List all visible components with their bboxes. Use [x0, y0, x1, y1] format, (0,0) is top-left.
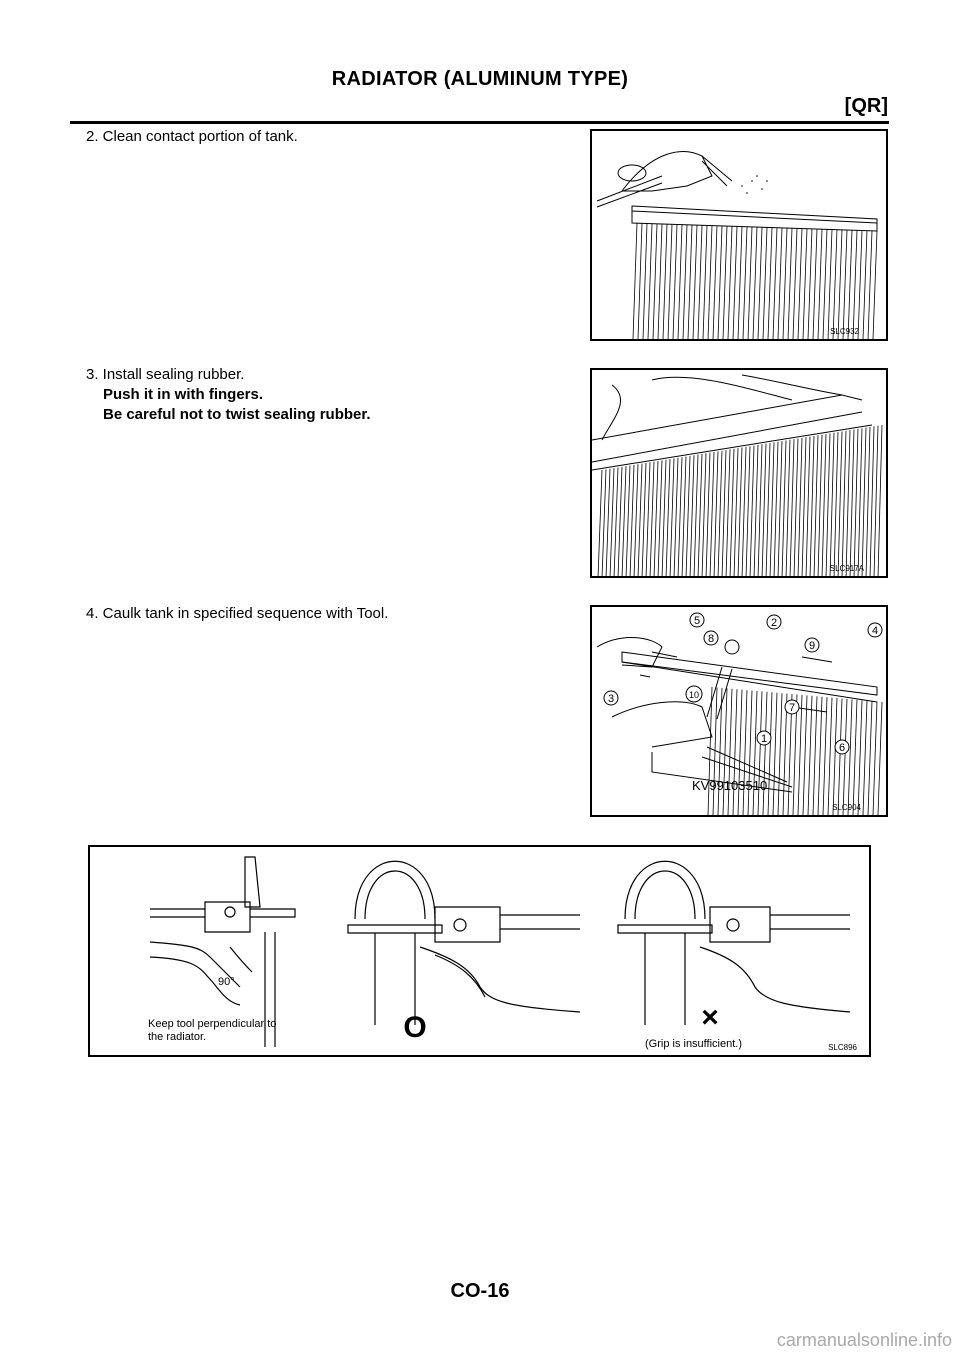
radiator-fin [702, 453, 706, 578]
radiator-fin [873, 231, 877, 339]
radiator-fin [858, 231, 862, 340]
radiator-fin [762, 444, 766, 578]
step-2-text: 2. Clean contact portion of tank. [86, 128, 298, 145]
radiator-fin [798, 229, 802, 340]
figure-code: SLC904 [832, 803, 861, 812]
radiator-fin [723, 226, 727, 339]
radiator-fin [698, 454, 702, 578]
radiator-fin [870, 426, 874, 578]
radiator-fin [833, 230, 837, 339]
radiator-fin [663, 224, 667, 339]
radiator-fin [813, 696, 817, 815]
radiator-fin [868, 701, 872, 815]
callout-label: 7 [788, 702, 796, 714]
callout-label: 8 [707, 633, 715, 645]
radiator-fin [734, 448, 738, 578]
radiator-fin [654, 461, 658, 578]
figure-code: SLC932 [830, 327, 859, 336]
radiator-fin [713, 226, 717, 339]
radiator-fin [874, 426, 878, 578]
radiator-fin [793, 228, 797, 339]
radiator-fin [606, 469, 610, 578]
radiator-fin [642, 463, 646, 578]
radiator-fin [828, 230, 832, 340]
radiator-fin [802, 437, 806, 578]
step-3 [86, 365, 371, 425]
radiator-fin [863, 231, 867, 339]
header-rule [70, 121, 889, 124]
radiator-fin [738, 690, 742, 815]
radiator-fin [818, 697, 822, 815]
radiator-fin [818, 229, 822, 339]
radiator-fin [648, 224, 652, 340]
radiator-fin [826, 433, 830, 578]
radiator-fin [773, 228, 777, 339]
radiator-fin [803, 229, 807, 339]
note-incorrect: (Grip is insufficient.) [645, 1038, 742, 1050]
page-number: CO-16 [450, 1280, 510, 1302]
radiator-fin [760, 692, 768, 815]
radiator-fin [610, 468, 614, 578]
radiator-fin [754, 445, 758, 578]
radiator-fin [602, 469, 606, 578]
radiator-fin [694, 455, 698, 578]
radiator-fin [790, 439, 794, 578]
radiator-fin [834, 432, 838, 578]
radiator-fin [848, 230, 852, 339]
radiator-fin [808, 696, 812, 815]
radiator-fin [710, 452, 714, 578]
callout-1 [757, 731, 771, 745]
callout-label: 2 [770, 617, 778, 629]
step-3-note-1: Push it in with fingers. [103, 386, 264, 403]
note-correct-line2: the radiator. [148, 1031, 207, 1043]
radiator-fin [818, 435, 822, 578]
radiator-fin [708, 226, 712, 340]
radiator-fin [848, 699, 852, 815]
radiator-fin [814, 435, 818, 578]
radiator-fin [782, 440, 786, 578]
radiator-fin [758, 691, 762, 815]
radiator-fin [714, 451, 718, 578]
angle-label: 90° [218, 976, 235, 988]
radiator-fin [646, 462, 650, 578]
radiator-fin [638, 464, 642, 578]
callout-2 [767, 615, 781, 629]
radiator-fin [770, 442, 774, 578]
radiator-fin [768, 228, 772, 340]
radiator-fin [698, 225, 702, 339]
radiator-fin [843, 230, 847, 339]
radiator-fin [722, 450, 726, 578]
callout-5 [690, 613, 704, 627]
radiator-fin [733, 689, 737, 815]
radiator-fin [653, 224, 657, 339]
section-code: [QR] [844, 95, 888, 117]
radiator-fin [718, 451, 722, 578]
callout-label: 5 [693, 615, 701, 627]
radiator-fin [823, 229, 827, 339]
step-3-text: 3. Install sealing rubber. [86, 366, 245, 383]
callout-label: 1 [760, 733, 768, 745]
callout-8 [704, 631, 718, 645]
radiator-fin [808, 229, 812, 339]
radiator-fin [868, 231, 872, 339]
radiator-fin [726, 449, 730, 578]
radiator-fin [686, 456, 690, 578]
radiator-fin [673, 224, 677, 339]
radiator-fin [753, 227, 757, 339]
radiator-fin [798, 438, 802, 578]
radiator-fin [794, 439, 798, 579]
radiator-fin [778, 441, 782, 578]
radiator-fin [878, 425, 882, 578]
radiator-fin [748, 691, 752, 815]
radiator-fin [703, 225, 707, 339]
radiator-fin [838, 431, 842, 578]
figure-code: SLC896 [828, 1043, 857, 1052]
radiator-fin [833, 698, 837, 815]
radiator-fin [786, 440, 790, 578]
radiator-fin [766, 443, 770, 578]
figure-caulk-sequence [590, 605, 888, 817]
radiator-fin [674, 458, 678, 578]
radiator-fin [823, 697, 827, 815]
radiator-fin [723, 688, 727, 815]
radiator-fin [813, 229, 817, 339]
figure-code: SLC917A [829, 564, 864, 573]
radiator-fin [706, 453, 710, 578]
radiator-fin [683, 225, 687, 339]
radiator-fin [803, 695, 807, 815]
radiator-fin [853, 700, 857, 815]
radiator-fin [733, 226, 737, 339]
radiator-fin [728, 689, 732, 815]
callout-9 [805, 638, 819, 652]
radiator-fin [748, 227, 752, 339]
radiator-fin [850, 430, 854, 579]
radiator-fin [830, 433, 834, 578]
radiator-fin [773, 693, 777, 815]
callout-4 [868, 623, 882, 637]
radiator-fin [622, 466, 626, 578]
radiator-fin [658, 224, 662, 339]
radiator-fin [758, 227, 762, 339]
radiator-fin [678, 225, 682, 340]
callout-label: 9 [808, 640, 816, 652]
callout-label: 10 [688, 690, 700, 700]
callout-label: 6 [838, 742, 846, 754]
callout-10 [686, 686, 702, 702]
radiator-fin [633, 223, 637, 339]
radiator-fin [682, 457, 686, 579]
radiator-fin [742, 447, 746, 578]
figure-sealing-rubber [590, 368, 888, 578]
caulk-sequence-illustration [592, 607, 888, 817]
radiator-fin [693, 225, 697, 339]
radiator-fin [774, 442, 778, 578]
radiator-fin [778, 228, 782, 339]
radiator-fin [853, 230, 857, 339]
radiator-fin [662, 460, 666, 578]
radiator-fin [866, 427, 870, 578]
radiator-fin [650, 462, 654, 578]
radiator-fin [838, 230, 842, 339]
radiator-fin [822, 434, 826, 578]
callout-label: 4 [871, 625, 879, 637]
radiator-fin [763, 227, 767, 339]
radiator-fin [743, 227, 747, 339]
radiator-fin [630, 465, 634, 578]
radiator-fin [688, 225, 692, 339]
radiator-fin [718, 688, 722, 815]
radiator-fin [666, 459, 670, 578]
sealing-rubber-illustration [592, 370, 888, 578]
radiator-fin [843, 699, 847, 815]
step-2 [86, 127, 298, 147]
radiator-fin [778, 693, 782, 815]
callout-label: 3 [607, 693, 615, 705]
radiator-fin [618, 467, 622, 578]
radiator-fin [626, 466, 630, 579]
watermark: carmanualsonline.info [776, 1330, 952, 1350]
radiator-fin [690, 455, 694, 578]
callout-6 [835, 740, 849, 754]
radiator-fin [783, 228, 787, 339]
callout-3 [604, 691, 618, 705]
figure-tool-orientation [88, 845, 871, 1057]
radiator-fin [668, 224, 672, 339]
correct-mark: O [403, 1011, 427, 1044]
radiator-fin [738, 448, 742, 579]
radiator-fin [746, 446, 750, 578]
step-4-text: 4. Caulk tank in specified sequence with Tool. [86, 605, 389, 622]
radiator-fin [658, 460, 662, 578]
radiator-fin [768, 692, 772, 815]
radiator-fin [838, 698, 842, 815]
radiator-fin [670, 458, 674, 578]
radiator-fin [862, 428, 866, 578]
step-3-note-2: Be careful not to twist sealing rubber. [103, 406, 371, 423]
figure-clean-tank [590, 129, 888, 341]
step-4 [86, 604, 388, 624]
radiator-fin [846, 430, 850, 578]
radiator-fin [738, 227, 742, 340]
note-correct-line1: Keep tool perpendicular to [148, 1018, 277, 1030]
callout-7 [785, 700, 799, 714]
radiator-fin [858, 700, 862, 815]
radiator-fin [758, 444, 762, 578]
radiator-fin [750, 446, 754, 578]
radiator-fin [842, 431, 846, 578]
radiator-fin [810, 436, 814, 578]
radiator-fin [638, 223, 642, 339]
incorrect-mark: × [701, 1001, 719, 1034]
page-title: RADIATOR (ALUMINUM TYPE) [331, 68, 629, 90]
radiator-fin [873, 702, 877, 815]
tool-number: KV99103510 [692, 778, 768, 793]
radiator-fin [634, 464, 638, 578]
radiator-fin [828, 698, 832, 815]
radiator-fin [728, 226, 732, 339]
radiator-fin [798, 695, 802, 815]
radiator-fin [743, 690, 747, 815]
radiator-fin [854, 429, 858, 578]
radiator-fin [678, 457, 682, 578]
radiator-fin [730, 449, 734, 578]
radiator-fin [788, 228, 792, 339]
radiator-clean-illustration [592, 131, 888, 341]
radiator-fin [598, 470, 602, 578]
radiator-fin [806, 437, 810, 578]
radiator-fin [878, 702, 882, 815]
radiator-fin [858, 428, 862, 578]
tool-orientation-illustration [90, 847, 871, 1057]
radiator-fin [614, 467, 618, 578]
radiator-fin [643, 223, 647, 339]
radiator-fin [718, 226, 722, 339]
radiator-fin [863, 701, 867, 815]
radiator-fin [753, 691, 757, 815]
